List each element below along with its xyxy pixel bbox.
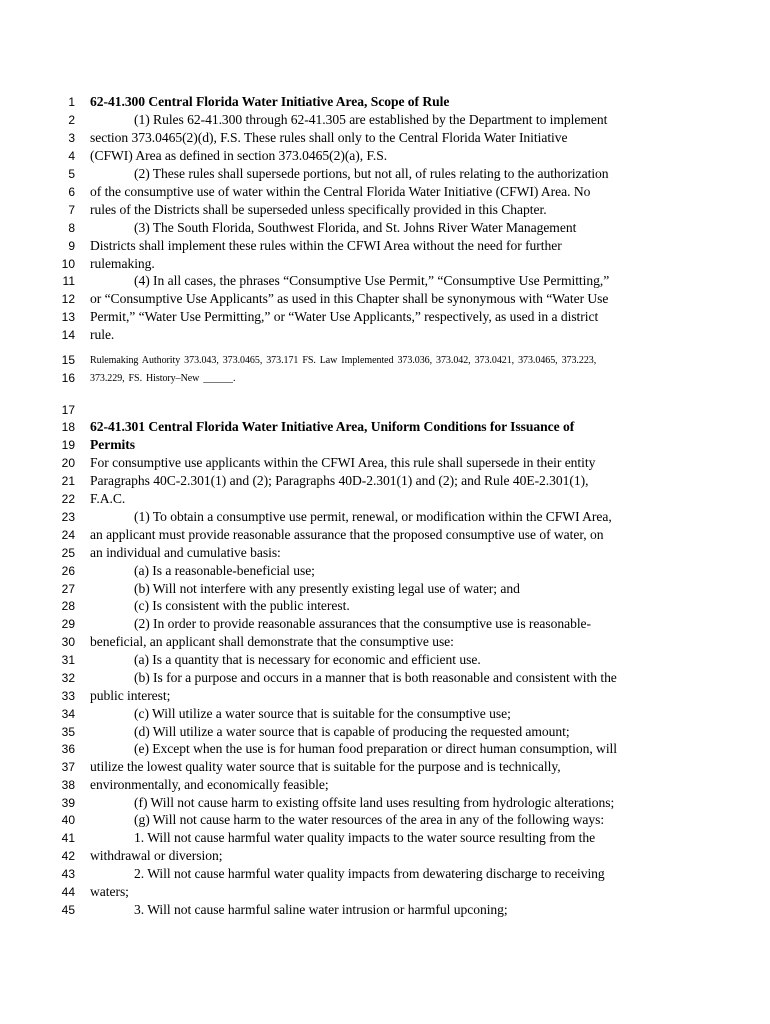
line-number: 33 — [61, 689, 75, 703]
document-line — [0, 273, 770, 291]
line-number: 5 — [68, 167, 75, 181]
line-text: waters; — [90, 884, 129, 899]
line-number: 25 — [61, 546, 75, 560]
line-text: (c) Is consistent with the public interest. — [134, 598, 350, 613]
document-line — [0, 724, 770, 742]
line-number: 31 — [61, 653, 75, 667]
line-text: Districts shall implement these rules within the CFWI Area without the need for further — [90, 238, 562, 253]
line-number: 24 — [61, 528, 75, 542]
line-text: (b) Will not interfere with any presently existing legal use of water; and — [134, 581, 520, 596]
document-line — [0, 94, 770, 112]
line-number: 39 — [61, 796, 75, 810]
line-number: 1 — [68, 95, 75, 109]
line-number: 13 — [61, 310, 75, 324]
document-line — [0, 848, 770, 866]
line-number: 16 — [61, 371, 75, 385]
line-number: 43 — [61, 867, 75, 881]
line-text: (1) To obtain a consumptive use permit, renewal, or modification within the CFWI Area, — [134, 509, 612, 524]
document-line — [0, 220, 770, 238]
document-line — [0, 455, 770, 473]
document-line — [0, 327, 770, 345]
line-number: 36 — [61, 742, 75, 756]
document-line — [0, 419, 770, 437]
document-line — [0, 741, 770, 759]
line-text: section 373.0465(2)(d), F.S. These rules shall only to the Central Florida Water Initiative — [90, 130, 568, 145]
document-line — [0, 491, 770, 509]
line-text: an individual and cumulative basis: — [90, 545, 281, 560]
line-text: (c) Will utilize a water source that is suitable for the consumptive use; — [134, 706, 511, 721]
line-number: 40 — [61, 813, 75, 827]
line-number: 45 — [61, 903, 75, 917]
line-text: (a) Is a reasonable-beneficial use; — [134, 563, 315, 578]
line-text: (CFWI) Area as defined in section 373.0465(2)(a), F.S. — [90, 148, 388, 163]
line-text: (2) These rules shall supersede portions, but not all, of rules relating to the authorization — [134, 166, 609, 181]
line-text: of the consumptive use of water within the Central Florida Water Initiative (CFWI) Area. No — [90, 184, 591, 199]
line-text: (2) In order to provide reasonable assurances that the consumptive use is reasonable- — [134, 616, 592, 631]
line-number: 19 — [61, 438, 75, 452]
line-text: (g) Will not cause harm to the water resources of the area in any of the following ways: — [134, 812, 605, 827]
line-text: an applicant must provide reasonable assurance that the proposed consumptive use of water, on — [90, 527, 604, 542]
document-line — [0, 616, 770, 634]
line-text: rule. — [90, 327, 115, 342]
line-text: (f) Will not cause harm to existing offsite land uses resulting from hydrologic alterations; — [134, 795, 615, 810]
rule-history-note: 373.229, FS. History–New ______. — [90, 373, 236, 384]
line-number: 34 — [61, 707, 75, 721]
line-text: (4) In all cases, the phrases “Consumptive Use Permit,” “Consumptive Use Permitting,” — [134, 273, 610, 288]
document-line — [0, 581, 770, 599]
line-text: beneficial, an applicant shall demonstrate that the consumptive use: — [90, 634, 454, 649]
document-line — [0, 563, 770, 581]
line-number: 26 — [61, 564, 75, 578]
line-text: or “Consumptive Use Applicants” as used in this Chapter shall be synonymous with “Water Use — [90, 291, 609, 306]
section-heading: 62-41.301 Central Florida Water Initiative Area, Uniform Conditions for Issuance of — [90, 419, 575, 434]
line-number: 35 — [61, 725, 75, 739]
line-number: 38 — [61, 778, 75, 792]
line-number: 12 — [61, 292, 75, 306]
line-number: 8 — [68, 221, 75, 235]
line-number: 42 — [61, 849, 75, 863]
line-number: 11 — [62, 274, 75, 288]
line-number: 22 — [61, 492, 75, 506]
line-number: 18 — [61, 420, 75, 434]
line-text: Permit,” “Water Use Permitting,” or “Water Use Applicants,” respectively, as used in a district — [90, 309, 599, 324]
line-text: 1. Will not cause harmful water quality impacts to the water source resulting from the — [134, 830, 596, 845]
line-number: 30 — [61, 635, 75, 649]
document-line — [0, 112, 770, 130]
line-number: 32 — [61, 671, 75, 685]
line-text: public interest; — [90, 688, 171, 703]
document-line — [0, 670, 770, 688]
document-line — [0, 812, 770, 830]
line-number: 27 — [61, 582, 75, 596]
document-line — [0, 759, 770, 777]
document-line — [0, 509, 770, 527]
document-line — [0, 545, 770, 563]
document-line — [0, 598, 770, 616]
line-text: (3) The South Florida, Southwest Florida, and St. Johns River Water Management — [134, 220, 577, 235]
line-number: 14 — [61, 328, 75, 342]
document-line — [0, 202, 770, 220]
line-text: withdrawal or diversion; — [90, 848, 223, 863]
line-text: 3. Will not cause harmful saline water intrusion or harmful upconing; — [134, 902, 508, 917]
line-number: 17 — [61, 403, 75, 417]
line-number: 21 — [61, 474, 75, 488]
document-line — [0, 527, 770, 545]
document-line — [0, 688, 770, 706]
document-line — [0, 634, 770, 652]
line-number: 23 — [61, 510, 75, 524]
document-line — [0, 902, 770, 920]
line-number: 2 — [68, 113, 75, 127]
line-text: (e) Except when the use is for human food preparation or direct human consumption, will — [134, 741, 618, 756]
document-line — [0, 884, 770, 902]
line-number: 15 — [61, 353, 75, 367]
line-text: (d) Will utilize a water source that is capable of producing the requested amount; — [134, 724, 570, 739]
document-line — [0, 777, 770, 795]
rule-history-note: Rulemaking Authority 373.043, 373.0465, 373.171 FS. Law Implemented 373.036, 373.042, 373.0421, 373.0465, 373.223, — [90, 355, 597, 366]
line-text: (1) Rules 62-41.300 through 62-41.305 are established by the Department to implement — [134, 112, 608, 127]
document-line — [0, 706, 770, 724]
line-number: 29 — [61, 617, 75, 631]
line-number: 6 — [68, 185, 75, 199]
document-line — [0, 309, 770, 327]
line-text: F.A.C. — [90, 491, 126, 506]
section-heading: 62-41.300 Central Florida Water Initiative Area, Scope of Rule — [90, 94, 450, 109]
document-line — [0, 402, 770, 420]
line-text: For consumptive use applicants within the CFWI Area, this rule shall supersede in their entity — [90, 455, 596, 470]
document-line — [0, 291, 770, 309]
line-number: 10 — [61, 257, 75, 271]
line-number: 28 — [61, 599, 75, 613]
line-text: 2. Will not cause harmful water quality impacts from dewatering discharge to receiving — [134, 866, 605, 881]
line-text: utilize the lowest quality water source that is suitable for the purpose and is technically, — [90, 759, 561, 774]
document-line — [0, 148, 770, 166]
line-text: rulemaking. — [90, 256, 155, 271]
document-line — [0, 352, 770, 370]
line-text: (b) Is for a purpose and occurs in a manner that is both reasonable and consistent with the — [134, 670, 617, 685]
line-text: rules of the Districts shall be superseded unless specifically provided in this Chapter. — [90, 202, 547, 217]
document-line — [0, 256, 770, 274]
line-number: 7 — [68, 203, 75, 217]
line-text: Paragraphs 40C-2.301(1) and (2); Paragraphs 40D-2.301(1) and (2); and Rule 40E-2.301(1), — [90, 473, 589, 488]
document-line — [0, 238, 770, 256]
document-line — [0, 866, 770, 884]
document-line — [0, 166, 770, 184]
document-line — [0, 473, 770, 491]
line-text: environmentally, and economically feasible; — [90, 777, 329, 792]
document-line — [0, 795, 770, 813]
document-line — [0, 830, 770, 848]
document-line — [0, 130, 770, 148]
line-number: 3 — [68, 131, 75, 145]
document-line — [0, 184, 770, 202]
line-text: (a) Is a quantity that is necessary for economic and efficient use. — [134, 652, 481, 667]
document-line — [0, 437, 770, 455]
section-heading: Permits — [90, 437, 135, 452]
line-number: 41 — [61, 831, 75, 845]
document-line — [0, 652, 770, 670]
line-number: 37 — [61, 760, 75, 774]
line-number: 4 — [68, 149, 75, 163]
line-number: 44 — [61, 885, 75, 899]
line-number: 20 — [61, 456, 75, 470]
line-number: 9 — [68, 239, 75, 253]
document-line — [0, 370, 770, 388]
